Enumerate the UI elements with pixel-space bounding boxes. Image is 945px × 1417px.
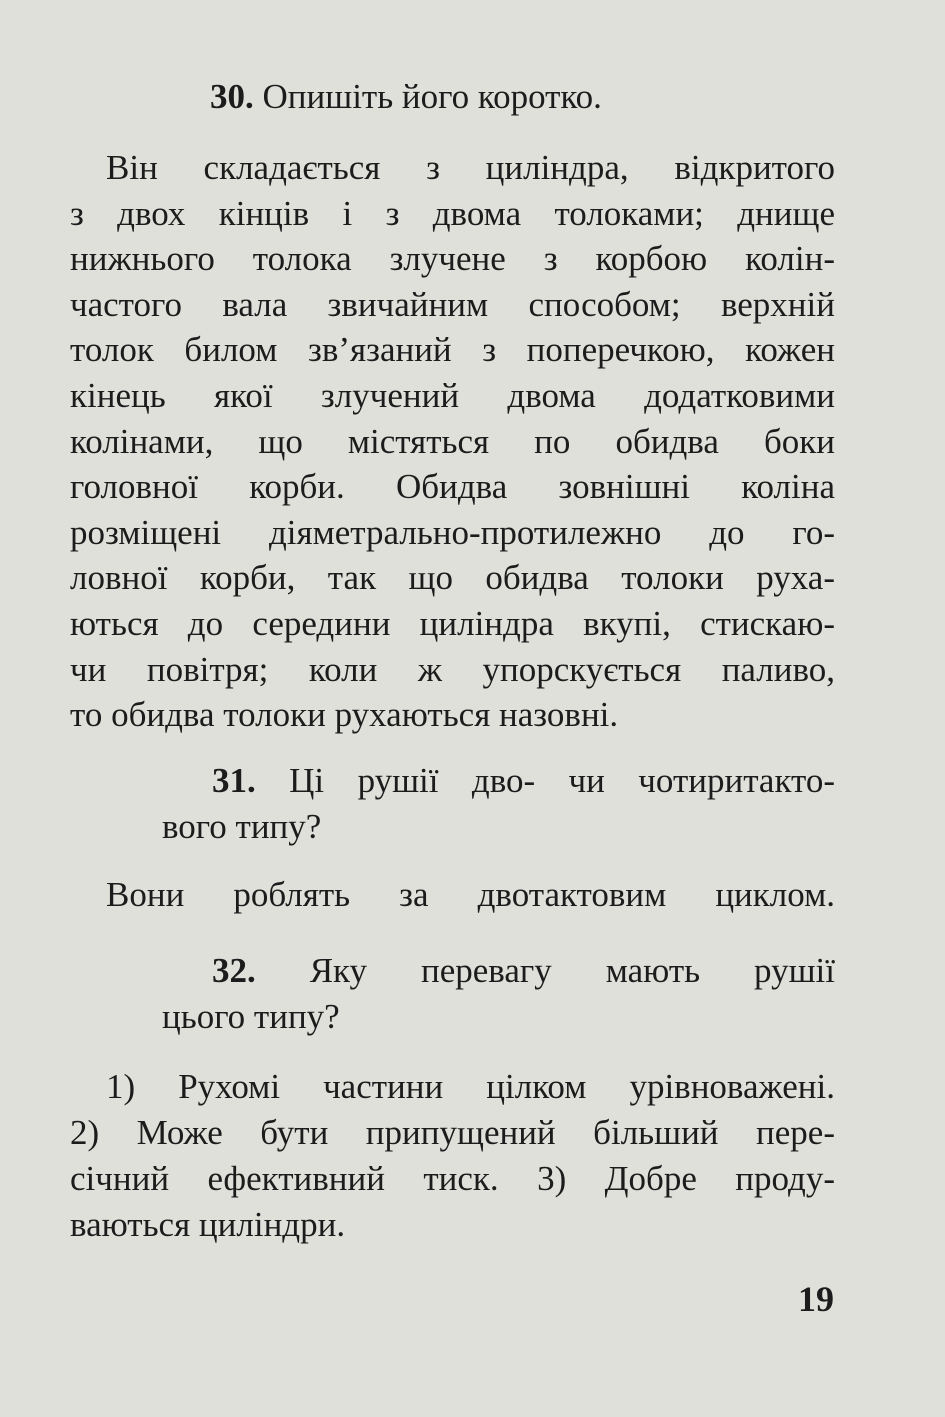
question-line: цього типу? xyxy=(162,997,340,1036)
answer-line: Він складається з циліндра, відкритого xyxy=(106,148,835,187)
answer-30 xyxy=(70,145,835,738)
question-text: Ці рушії дво- чи чотиритакто- xyxy=(289,761,835,800)
question-text: Яку перевагу мають рушії xyxy=(309,951,835,990)
question-32 xyxy=(162,948,835,1040)
answer-line: 1) Рухомі частини цілком урівноважені. xyxy=(106,1067,835,1106)
question-line: вого типу? xyxy=(162,807,322,846)
answer-31 xyxy=(106,872,835,918)
question-number: 32. xyxy=(212,951,256,990)
question-line xyxy=(162,948,835,994)
answer-line: з двох кінців і з двома толоками; днище xyxy=(70,193,835,233)
answer-line: ловної корби, так що обидва толоки руха- xyxy=(70,558,835,598)
answer-line: січний ефективний тиск. 3) Добре проду- xyxy=(70,1159,835,1198)
page-number: 19 xyxy=(798,1279,834,1319)
answer-line: толок билом зв’язаний з поперечкою, кожен xyxy=(70,330,835,370)
question-number: 30. xyxy=(210,77,254,116)
answer-line: нижнього толока злучене з корбою колін- xyxy=(70,239,835,279)
question-31 xyxy=(162,758,835,850)
answer-line: Вони роблять за двотактовим циклом. xyxy=(106,875,835,914)
answer-line: чи повітря; коли ж упорскується паливо, xyxy=(70,649,835,689)
answer-line: то обидва толоки рухаються назовні. xyxy=(70,695,619,735)
answer-line: 2) Може бути припущений більший пере- xyxy=(70,1113,835,1152)
question-text: Опишіть його коротко. xyxy=(262,77,602,116)
answer-line: кінець якої злучений двома додатковими xyxy=(70,375,835,415)
answer-line: ються до середини циліндра вкупі, стискаю- xyxy=(70,603,835,643)
answer-line: колінами, що містяться по обидва боки xyxy=(70,421,835,461)
answer-line: частого вала звичайним способом; верхній xyxy=(70,284,835,324)
answer-32 xyxy=(70,1064,835,1248)
answer-line: ваються циліндри. xyxy=(70,1205,346,1244)
question-line xyxy=(162,758,835,804)
answer-line: головної корби. Обидва зовнішні коліна xyxy=(70,467,835,507)
question-30 xyxy=(210,74,710,120)
question-number: 31. xyxy=(212,761,256,800)
answer-line: розміщені діяметрально-протилежно до го- xyxy=(70,512,835,552)
